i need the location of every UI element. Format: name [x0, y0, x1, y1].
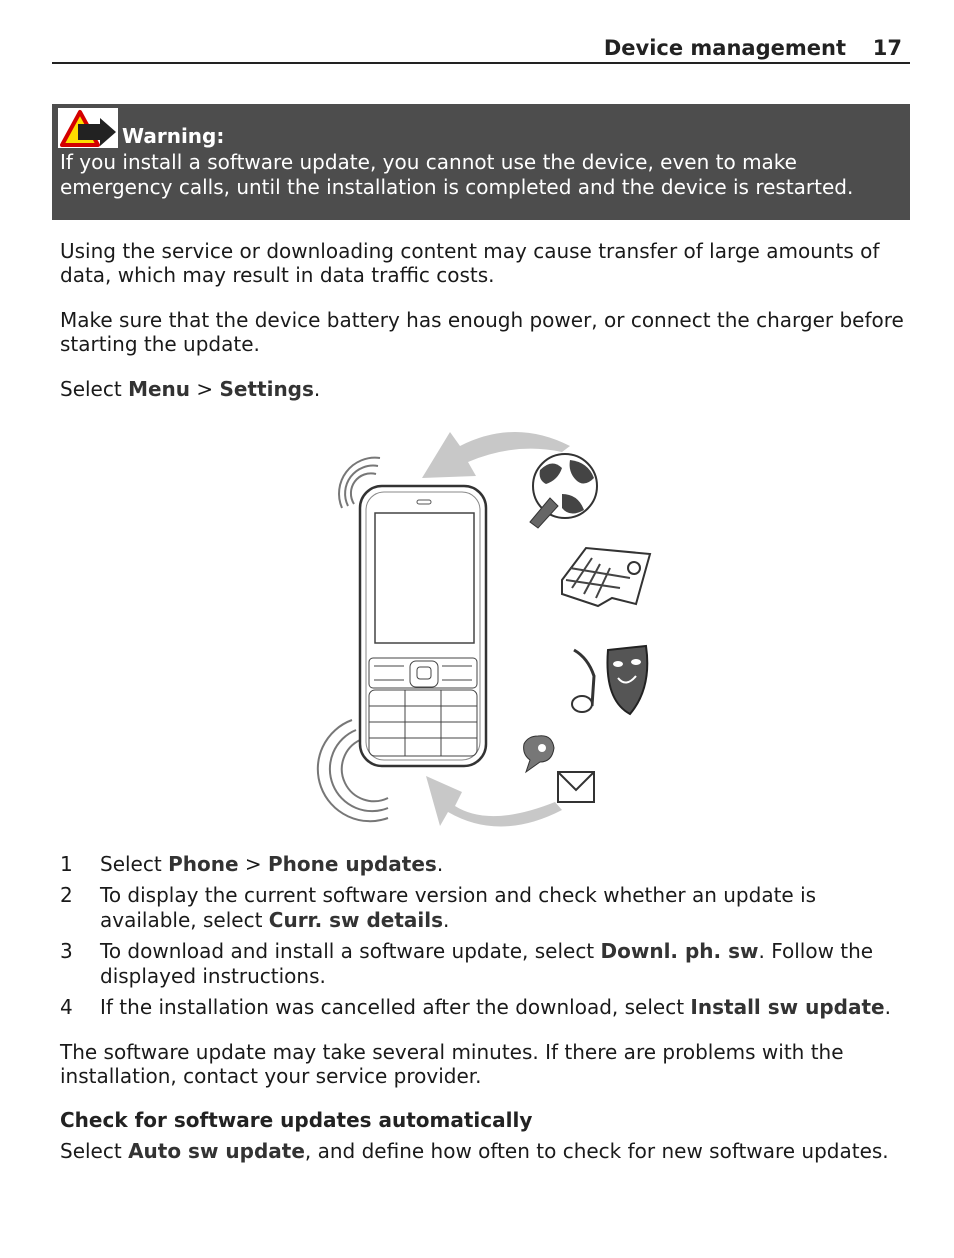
page-header — [52, 34, 910, 64]
data-costs-paragraph: Using the service or downloading content may cause transfer of large amounts of data, which may result in data traffic costs. — [60, 239, 880, 287]
globe-icon — [530, 454, 597, 528]
step-number: 3 — [60, 939, 73, 963]
step-text: Select — [100, 852, 169, 876]
phone-label: Phone — [168, 852, 239, 876]
page-number: 17 — [872, 36, 902, 60]
warning-text: If you install a software update, you cannot use the device, even to make emergency calls, until the installation is completed and the device is restarted. — [60, 150, 854, 199]
settings-label: Settings — [219, 377, 314, 401]
step-3 — [60, 939, 910, 989]
warning-icon — [58, 108, 118, 148]
envelope-icon — [558, 772, 594, 802]
step-separator: > — [238, 852, 268, 876]
update-duration-paragraph: The software update may take several minutes. If there are problems with the installation, contact your service provider. — [60, 1040, 844, 1088]
select-menu-line — [60, 377, 910, 401]
phone-updates-label: Phone updates — [268, 852, 437, 876]
auto-update-paragraph — [60, 1139, 910, 1163]
auto-update-prefix: Select — [60, 1139, 129, 1163]
phone-icon — [360, 486, 486, 766]
step-2 — [60, 883, 910, 933]
select-suffix: . — [313, 377, 321, 401]
step-suffix: . — [436, 852, 444, 876]
section-heading: Check for software updates automatically — [60, 1108, 533, 1132]
bottom-arrow — [426, 776, 562, 827]
select-separator: > — [190, 377, 220, 401]
select-prefix: Select — [60, 377, 129, 401]
step-text: To display the current software version and check whether an update is available, select — [100, 883, 817, 932]
chat-icon — [524, 736, 554, 772]
install-sw-update-label: Install sw update — [690, 995, 885, 1019]
auto-sw-update-label: Auto sw update — [128, 1139, 305, 1163]
phone-update-illustration — [300, 418, 670, 838]
menu-label: Menu — [128, 377, 191, 401]
step-4 — [60, 995, 910, 1020]
warning-box — [52, 104, 910, 220]
step-number: 2 — [60, 883, 73, 907]
steps-list — [60, 852, 910, 1026]
step-number: 4 — [60, 995, 73, 1019]
curr-sw-details-label: Curr. sw details — [268, 908, 444, 932]
map-icon — [562, 548, 650, 606]
step-suffix: . Follow the displayed instructions. — [100, 939, 874, 988]
step-number: 1 — [60, 852, 73, 876]
step-suffix: . — [443, 908, 450, 932]
section-title: Device management — [603, 36, 846, 60]
downl-ph-sw-label: Downl. ph. sw — [600, 939, 759, 963]
step-text: To download and install a software update, select — [100, 939, 601, 963]
battery-paragraph: Make sure that the device battery has enough power, or connect the charger before starting the update. — [60, 308, 904, 356]
step-suffix: . — [884, 995, 891, 1019]
step-1 — [60, 852, 910, 877]
music-theatre-icon — [572, 646, 647, 714]
auto-update-suffix: , and define how often to check for new software updates. — [304, 1139, 889, 1163]
step-text: If the installation was cancelled after the download, select — [100, 995, 691, 1019]
warning-title: Warning: — [122, 124, 225, 148]
